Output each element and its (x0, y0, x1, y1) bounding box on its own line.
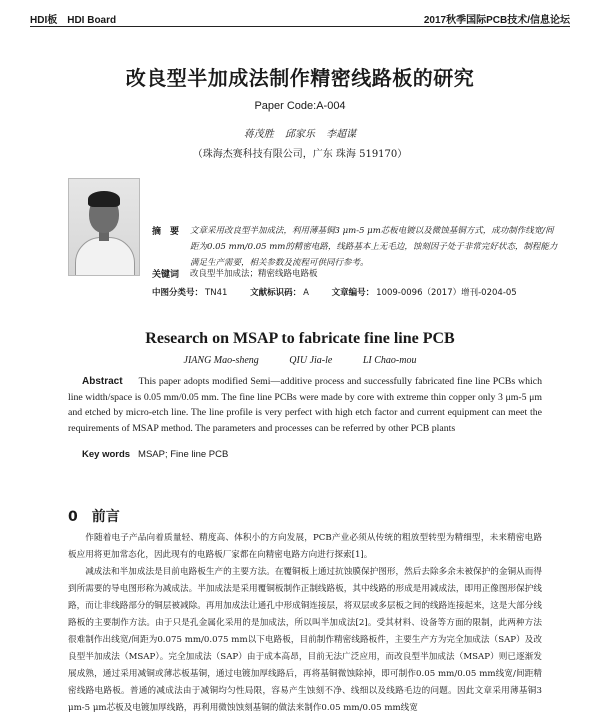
body-text (68, 530, 542, 717)
photo-shirt (75, 237, 135, 276)
header-rule (30, 26, 570, 27)
classification-line (152, 286, 562, 298)
chinese-authors: 蒋茂胜 邱家乐 李超谋 (243, 129, 357, 140)
running-header (30, 10, 570, 24)
author-2: QIU Jia-le (289, 355, 333, 366)
section-heading (68, 506, 120, 526)
english-abstract: This paper adopts modified Semi—additive process and successfully fabricated fine line PCBs which line width/space is 0.05 mm/0.05 mm. The fine line PCBs were made by core with extreme thin copper only 3 μm-5 μm and etched by micro-etch line. The line profile is very perfect with high etch factor and current equipment can meet the requirements of MSAP method. The parameters and processes can be referred by other PCB plants (68, 376, 542, 434)
chinese-affiliation: （珠海杰赛科技有限公司，广东 珠海 519170） (192, 149, 408, 160)
doc-code-label: 文献标识码： (250, 288, 302, 298)
english-keywords-block (82, 449, 228, 460)
author-1: JIANG Mao-sheng (183, 355, 259, 366)
chinese-keywords-label: 关键词 (152, 270, 180, 280)
english-title: Research on MSAP to fabricate fine line PCB (145, 330, 455, 347)
author-3: LI Chao-mou (362, 355, 417, 366)
article-number-label: 文章编号： (331, 288, 375, 298)
chinese-abstract-label: 摘 要 (152, 227, 180, 237)
photo-hair (88, 191, 120, 207)
clc-label: 中图分类号： (152, 288, 204, 298)
paper-code: Paper Code:A-004 (254, 100, 346, 112)
paragraph: 减成法和半加成法是目前电路板生产的主要方法。在覆铜板上通过抗蚀膜保护图形，然后去除多余未被保护的金铜从而得到所需要的导电图形称为减成法。半加成法是采用覆铜板制作正制线路板，其中线路的形成是用减成法，即用正像图形保护线路，而让非线路部分的铜层被减除。再用加成法让通孔中形成铜连接层，将双层或多层板之间的线路连接起来，这是大部分线路板的主要制作方法。由于只是孔金属化采用的是加成法，所以叫半加成法[2]。受其材料、设备等方面的限制，此两种方法很难制作出线宽/间距为0.075 mm/0.075 mm以下电路板，目前制作精密线路板件，主要生产方为完全加成法（SAP）及改良型半加成法（MSAP）。完全加成法（SAP）由于成本高昂，目前无法广泛应用，而改良型半加成法（MSAP）则已逐渐发展成熟，通过采用减铜或薄芯板基铜，通过电镀加厚线路后，再将基铜微蚀除掉，即可制作0.05 mm/0.05 mm线宽/间距精密线路电路板。普通的减成法由于减铜均匀性局限，容易产生蚀刻不净、线细以及线路毛边的问题。因此文章采用薄基铜3 μm-5 μm芯板及电镀加厚线路，再利用微蚀蚀刻基铜的做法来制作0.05 mm/0.05 mm线宽 (68, 567, 542, 713)
chinese-keywords: 改良型半加成法；精密线路电路板 (190, 269, 318, 279)
article-number-value: 1009-0096（2017）增刊-0204-05 (376, 288, 517, 298)
section-number: 0 (68, 509, 78, 525)
chinese-title: 改良型半加成法制作精密线路板的研究 (125, 66, 475, 90)
paragraph: 作随着电子产品向着质量轻、精度高、体积小的方向发展，PCB产业必须从传统的粗放型转型为精细型，未来精密电路板应用将更加常态化，因此现有的电路板厂家都在向精密电路方向进行探索[1]。 (68, 533, 542, 560)
chinese-abstract: 文章采用改良型半加成法，利用薄基铜3 μm-5 μm芯板电镀以及微蚀基铜方式，成功制作线宽/间距为0.05 mm/0.05 mm的精密电路，线路基本上无毛边，蚀刻因子处于非常完好状态，制程能力满足生产需要，相关参数及流程可供同行参考。 (190, 226, 558, 268)
author-photo (68, 178, 140, 276)
english-keywords-label: Key words (82, 449, 131, 460)
english-abstract-label: Abstract (82, 376, 123, 387)
doc-code-value: A (303, 288, 309, 298)
header-left: HDI板 HDI Board (30, 15, 117, 26)
section-title: 前言 (91, 509, 120, 525)
english-authors (0, 355, 600, 366)
english-abstract-block (68, 374, 542, 436)
clc-value: TN41 (205, 288, 228, 298)
english-keywords: MSAP; Fine line PCB (138, 449, 229, 460)
header-right: 2017秋季国际PCB技术/信息论坛 (423, 15, 570, 26)
